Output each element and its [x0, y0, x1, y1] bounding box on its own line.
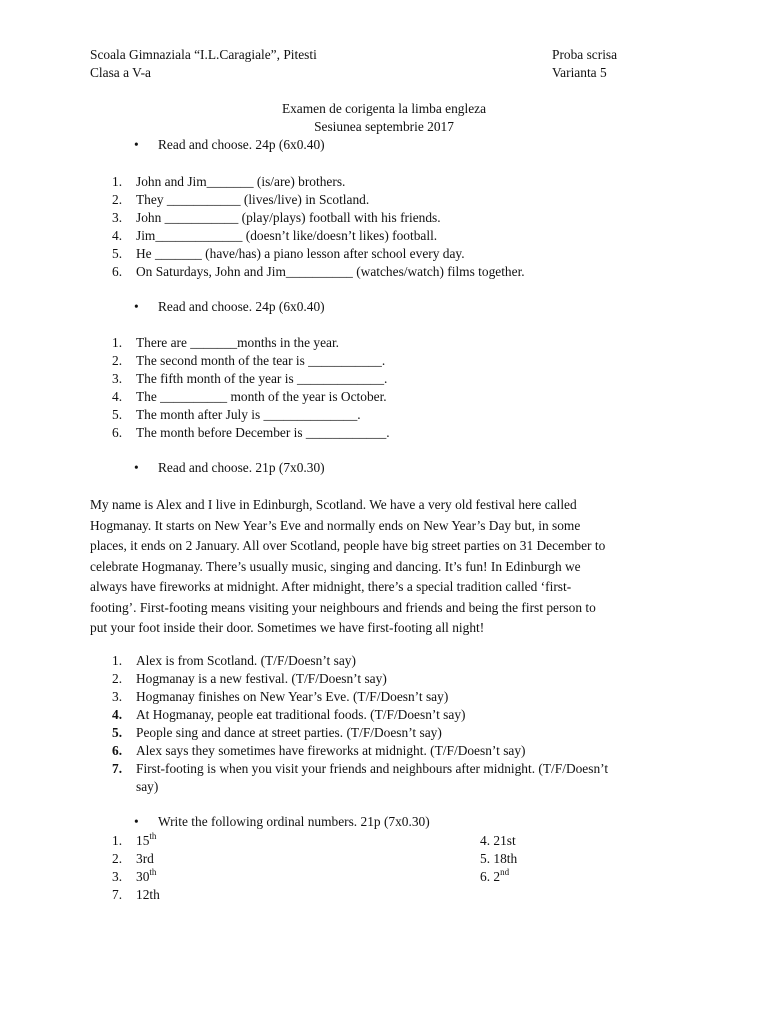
list-item: 6. 2nd [480, 866, 510, 884]
exam-session: Sesiunea septembrie 2017 [314, 119, 454, 134]
test-type: Proba scrisa [552, 47, 618, 62]
class-label: Clasa a V-a [90, 65, 151, 80]
reading-passage: My name is Alex and I live in Edinburgh, Scotland. We have a very old festival here called Hogmanay. It starts on New Year’s Eve and normally ends on New Year’s Day but, in some places, it ends on 2 January. All over Scotland, people have big street parties on 31 December to celebrate Hogmanay. There’s usually music, singing and dancing. It’s fun! In Edinburgh we always have fireworks at midnight. After midnight, there’s a special tradition called ‘first- footing’. First-footing means visiting your neighbours and friends and being the first person to put your foot inside their door. Sometimes we have first-footing all night! [90, 497, 606, 635]
list-item: 4. 21st [480, 833, 516, 848]
exam-title: Examen de corigenta la limba engleza [281, 101, 487, 116]
bullet-icon: • [134, 814, 139, 829]
school-name: Scoala Gimnaziala “I.L.Caragiale”, Pitesti [90, 47, 317, 62]
bullet-icon: • [134, 299, 139, 314]
variant-label: Varianta 5 [552, 65, 607, 80]
section4-right-list [480, 832, 517, 886]
bullet-icon: • [134, 137, 139, 152]
list-item: 5. 18th [480, 851, 518, 866]
bullet-icon: • [134, 460, 139, 475]
exam-page: Scoala Gimnaziala “I.L.Caragiale”, Pitesti Clasa a V-a Proba scrisa Varianta 5 Examen de corigenta la limba engleza Sesiunea septembrie 2017 • Read and choose. 24p (6x0.40) 1. John and Jim_______ (is/are) brothers. 2. They ___________ (lives/live) in Scotland. 3. John ___________ (play/plays) football with his friends. 4. Jim_____________ (doesn’t like/doesn’t likes) football. 5. He _______ (have/has) a piano lesson after school every day. 6. On Saturdays, John and Jim__________ (watches/watch) films together. • Read and choose. 24p (6x0.40) 1. There are _______months in the year. 2. The second month of the tear is ___________. 3. The fifth month of the year is _____________. 4. The __________ month of the year is October. 5. The month after July is ______________. 6. The month before December is ____________. • Read and choose. 21p (7x0.30) My name is Alex and I live in Edinburgh, Scotland. We have a very old festival here called Hogmanay. It starts on New Year’s Eve and normally ends on New Year’s Day but, in some places, it ends on 2 January. All over Scotland, people have big street parties on 31 December to celebrate Hogmanay. There’s usually music, singing and dancing. It’s fun! In Edinburgh we always have fireworks at midnight. After midnight, there’s a special tradition called ‘first- footing’. First-footing means visiting your neighbours and friends and being the first person to put your foot inside their door. Sometimes we have first-footing all night! 1. Alex is from Scotland. (T/F/Doesn’t say) 2. Hogmanay is a new festival. (T/F/Doesn’t say) 3. Hogmanay finishes on New Year’s Eve. (T/F/Doesn’t say) 4. At Hogmanay, people eat traditional foods. (T/F/Doesn’t say) 5. People sing and dance at street parties. (T/F/Doesn’t say) 6. Alex says they sometimes have fireworks at midnight. (T/F/Doesn’t say) 7. First-footing is when you visit your friends and neighbours after midnight. (T/F/Doesn’t say) • Write the following ordinal numbers. 21p (7x0.30) 1. 15th 2. 3rd 3. 30th 7. 12th 4. 21st 5. 18th 6. 2nd [0, 0, 768, 1024]
